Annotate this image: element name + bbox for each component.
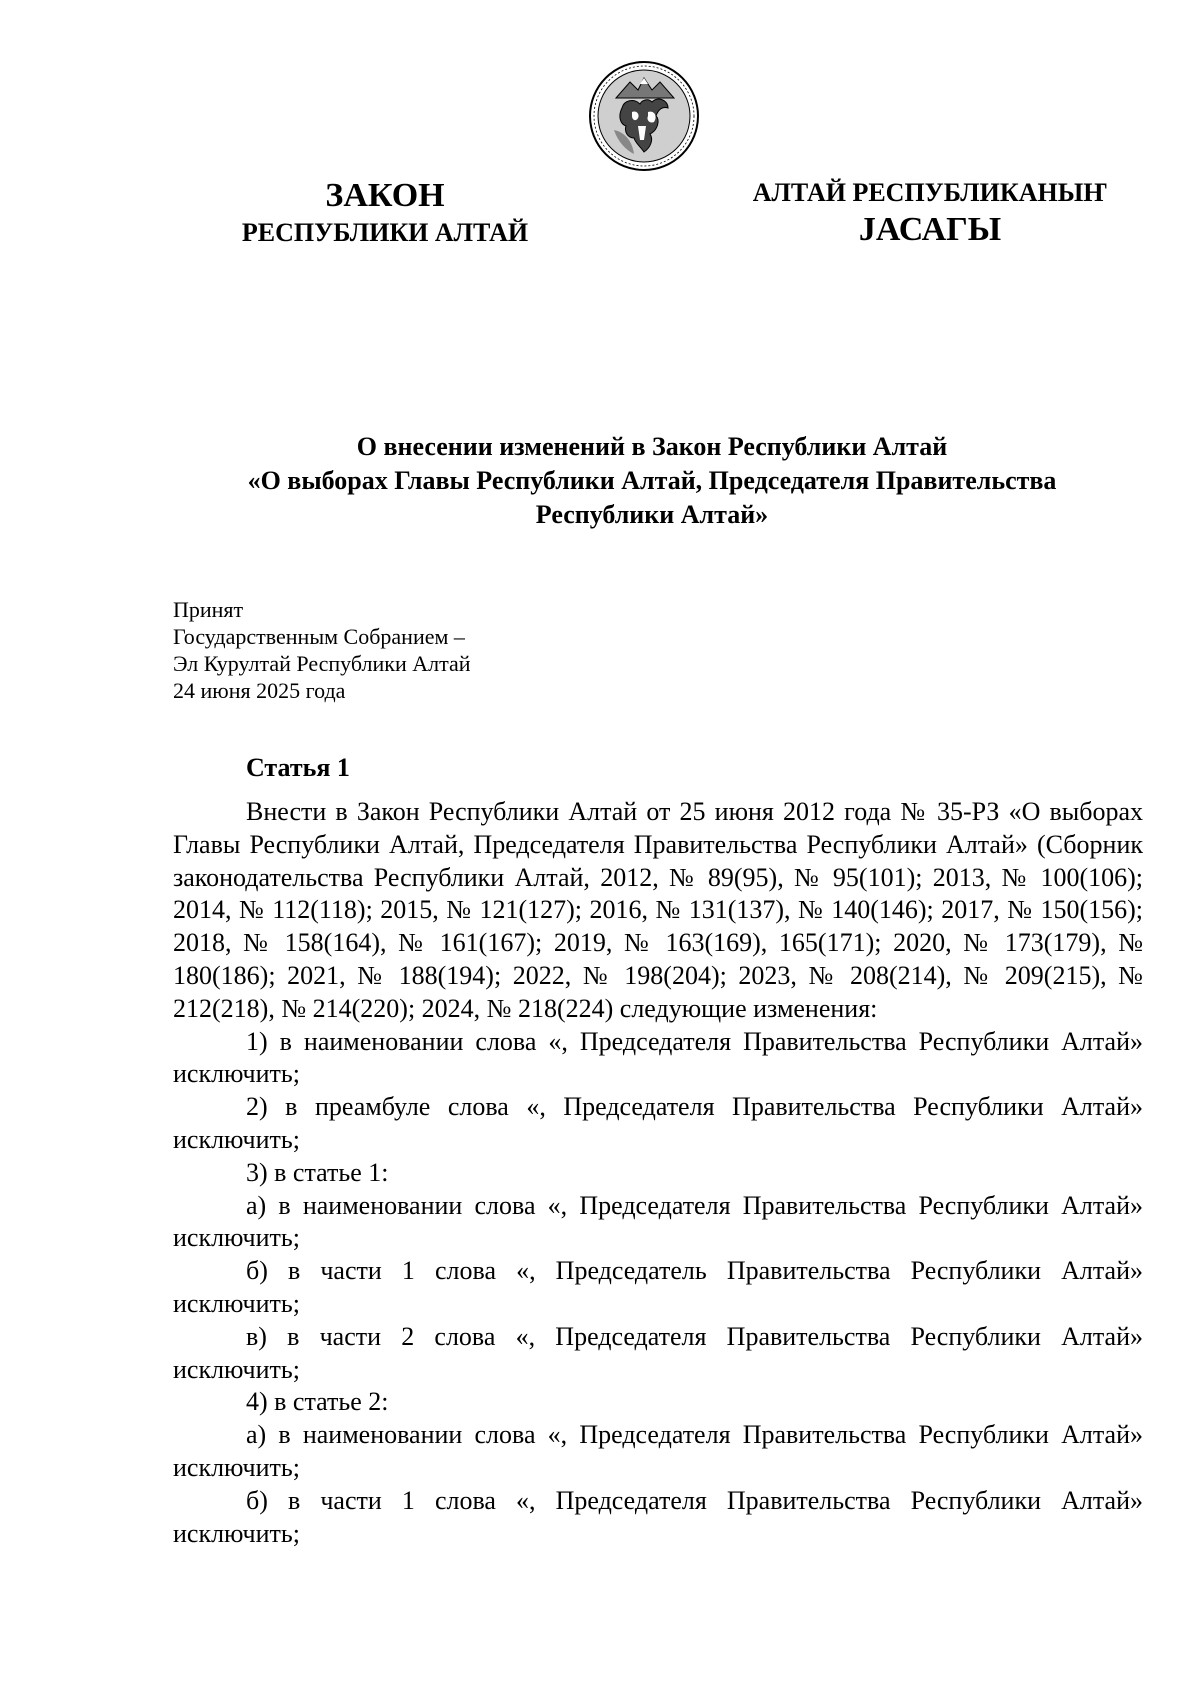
altai-law-subtitle: ЈАСАГЫ (858, 211, 1002, 248)
adoption-block (173, 596, 471, 704)
article-paragraph: б) в части 1 слова «, Председателя Правительства Республики Алтай» исключить; (173, 1485, 1143, 1548)
article-paragraph: 1) в наименовании слова «, Председателя Правительства Республики Алтай» исключить; (173, 1026, 1143, 1089)
article-paragraph: 4) в статье 2: (246, 1387, 389, 1417)
header-left (220, 176, 550, 250)
title-line-3: Республики Алтай» (535, 500, 769, 529)
altai-republic-title: АЛТАЙ РЕСПУБЛИКАНЫҤ (752, 178, 1108, 207)
document-title (172, 430, 1132, 532)
article-paragraph: б) в части 1 слова «, Председатель Правительства Республики Алтай» исключить; (173, 1256, 1143, 1318)
adopted-date: 24 июня 2025 года (173, 678, 346, 703)
header-right (700, 176, 1160, 250)
republic-subtitle: РЕСПУБЛИКИ АЛТАЙ (241, 218, 529, 247)
title-line-2: «О выборах Главы Республики Алтай, Председателя Правительства (247, 466, 1057, 495)
article-paragraph: Внести в Закон Республики Алтай от 25 июня 2012 года № 35-РЗ «О выборах Главы Республики Алтай, Председателя Правительства Республики Алтай» (Сборник законодательства Республики Алтай, 2012, № 89(95), № 95(101); 2013, № 100(106); 2014, № 112(118); 2015, № 121(127); 2016, № 131(137), № 140(146); 2017, № 150(156); 2018, № 158(164), № 161(167); 2019, № 163(169), 165(171); 2020, № 173(179), № 180(186); 2021, № 188(194); 2022, № 198(204); 2023, № 208(214), № 209(215), № 212(218), № 214(220); 2024, № 218(224) следующие изменения: (173, 797, 1143, 1023)
article-paragraph: а) в наименовании слова «, Председателя Правительства Республики Алтай» исключить; (173, 1190, 1143, 1253)
coat-of-arms-icon (588, 60, 700, 172)
article-heading: Статья 1 (246, 753, 350, 782)
article-paragraph: а) в наименовании слова «, Председателя Правительства Республики Алтай» исключить; (173, 1420, 1143, 1482)
adopted-line-3: Эл Курултай Республики Алтай (173, 651, 471, 676)
law-title: ЗАКОН (325, 177, 445, 214)
article-body (173, 796, 1143, 1550)
adopted-line-2: Государственным Собранием – (173, 624, 465, 649)
article-paragraph: 3) в статье 1: (246, 1157, 389, 1187)
title-line-1: О внесении изменений в Закон Республики Алтай (356, 432, 948, 461)
adopted-line-1: Принят (173, 597, 244, 622)
article-paragraph: 2) в преамбуле слова «, Председателя Правительства Республики Алтай» исключить; (173, 1092, 1143, 1154)
article-paragraph: в) в части 2 слова «, Председателя Правительства Республики Алтай» исключить; (173, 1321, 1143, 1384)
